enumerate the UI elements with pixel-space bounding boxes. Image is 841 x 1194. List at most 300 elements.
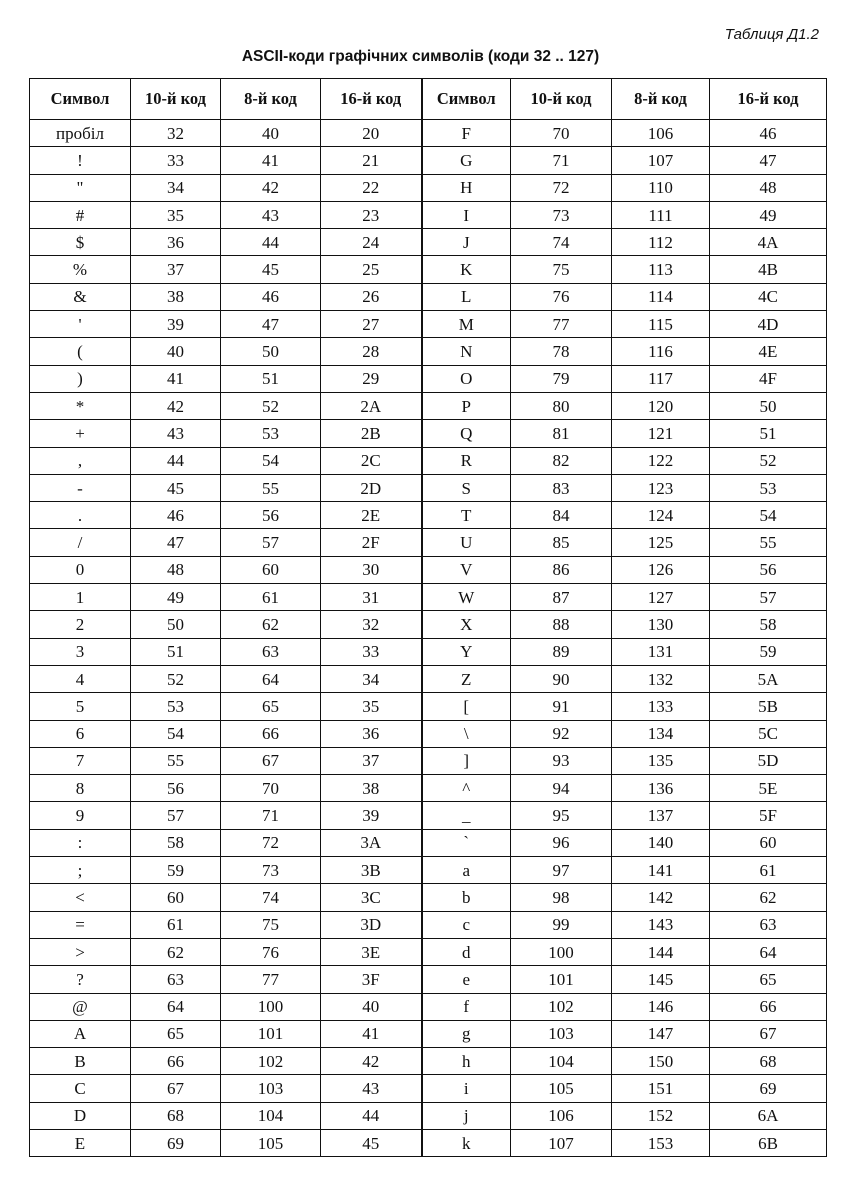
cell-dec-left: 44	[131, 447, 221, 474]
cell-dec-right: 80	[511, 392, 612, 419]
cell-oct-left: 102	[221, 1048, 321, 1075]
cell-hex-left: 3C	[321, 884, 422, 911]
cell-dec-left: 61	[131, 911, 221, 938]
cell-symbol-right: f	[422, 993, 511, 1020]
cell-hex-right: 61	[710, 857, 827, 884]
cell-oct-right: 110	[612, 174, 710, 201]
cell-symbol-left: =	[30, 911, 131, 938]
cell-oct-right: 133	[612, 693, 710, 720]
cell-symbol-right: e	[422, 966, 511, 993]
cell-symbol-left: пробіл	[30, 120, 131, 147]
cell-oct-left: 101	[221, 1020, 321, 1047]
cell-dec-left: 58	[131, 829, 221, 856]
cell-symbol-left: 6	[30, 720, 131, 747]
cell-symbol-right: M	[422, 311, 511, 338]
cell-hex-right: 4C	[710, 283, 827, 310]
cell-symbol-right: W	[422, 584, 511, 611]
cell-hex-left: 27	[321, 311, 422, 338]
cell-dec-right: 107	[511, 1129, 612, 1156]
cell-symbol-left: *	[30, 392, 131, 419]
cell-symbol-right: g	[422, 1020, 511, 1047]
table-row	[30, 884, 827, 911]
cell-symbol-left: 9	[30, 802, 131, 829]
cell-oct-left: 72	[221, 829, 321, 856]
cell-dec-right: 93	[511, 747, 612, 774]
table-row	[30, 1075, 827, 1102]
cell-oct-left: 104	[221, 1102, 321, 1129]
table-row	[30, 256, 827, 283]
cell-hex-right: 50	[710, 392, 827, 419]
table-row	[30, 747, 827, 774]
cell-oct-left: 73	[221, 857, 321, 884]
header-dec-right: 10-й код	[511, 79, 612, 120]
ascii-table	[29, 78, 827, 1157]
header-symbol-right: Символ	[422, 79, 511, 120]
cell-hex-left: 2C	[321, 447, 422, 474]
cell-hex-left: 34	[321, 665, 422, 692]
cell-symbol-right: H	[422, 174, 511, 201]
cell-oct-right: 121	[612, 420, 710, 447]
cell-dec-left: 46	[131, 502, 221, 529]
cell-dec-left: 47	[131, 529, 221, 556]
cell-hex-right: 4F	[710, 365, 827, 392]
cell-dec-left: 67	[131, 1075, 221, 1102]
cell-hex-right: 51	[710, 420, 827, 447]
cell-dec-right: 85	[511, 529, 612, 556]
cell-hex-left: 2F	[321, 529, 422, 556]
cell-hex-right: 5F	[710, 802, 827, 829]
cell-oct-left: 46	[221, 283, 321, 310]
cell-hex-right: 54	[710, 502, 827, 529]
cell-dec-right: 103	[511, 1020, 612, 1047]
cell-symbol-right: S	[422, 474, 511, 501]
cell-symbol-left: D	[30, 1102, 131, 1129]
cell-oct-right: 150	[612, 1048, 710, 1075]
cell-dec-left: 42	[131, 392, 221, 419]
cell-oct-left: 63	[221, 638, 321, 665]
cell-hex-right: 47	[710, 147, 827, 174]
cell-symbol-right: T	[422, 502, 511, 529]
cell-hex-left: 43	[321, 1075, 422, 1102]
cell-symbol-right: h	[422, 1048, 511, 1075]
cell-hex-left: 2A	[321, 392, 422, 419]
cell-oct-right: 126	[612, 556, 710, 583]
cell-dec-left: 39	[131, 311, 221, 338]
cell-symbol-left: 3	[30, 638, 131, 665]
table-row	[30, 120, 827, 147]
cell-hex-right: 4A	[710, 229, 827, 256]
cell-oct-right: 124	[612, 502, 710, 529]
cell-oct-right: 144	[612, 938, 710, 965]
cell-oct-left: 40	[221, 120, 321, 147]
table-row	[30, 174, 827, 201]
table-row	[30, 392, 827, 419]
cell-dec-left: 34	[131, 174, 221, 201]
cell-oct-right: 142	[612, 884, 710, 911]
cell-symbol-right: k	[422, 1129, 511, 1156]
cell-oct-right: 152	[612, 1102, 710, 1129]
cell-oct-left: 43	[221, 201, 321, 228]
cell-symbol-left: ?	[30, 966, 131, 993]
cell-symbol-left: 1	[30, 584, 131, 611]
cell-oct-left: 47	[221, 311, 321, 338]
table-row	[30, 638, 827, 665]
cell-oct-right: 146	[612, 993, 710, 1020]
cell-oct-left: 50	[221, 338, 321, 365]
table-row	[30, 802, 827, 829]
cell-hex-right: 5B	[710, 693, 827, 720]
cell-oct-right: 140	[612, 829, 710, 856]
cell-hex-left: 36	[321, 720, 422, 747]
cell-dec-right: 87	[511, 584, 612, 611]
cell-oct-left: 65	[221, 693, 321, 720]
cell-dec-left: 55	[131, 747, 221, 774]
cell-symbol-right: I	[422, 201, 511, 228]
cell-hex-right: 5C	[710, 720, 827, 747]
cell-symbol-left: B	[30, 1048, 131, 1075]
table-caption: Таблиця Д1.2	[724, 26, 819, 43]
cell-oct-right: 123	[612, 474, 710, 501]
cell-symbol-right: N	[422, 338, 511, 365]
table-row	[30, 775, 827, 802]
cell-oct-right: 114	[612, 283, 710, 310]
cell-symbol-left: /	[30, 529, 131, 556]
cell-hex-right: 60	[710, 829, 827, 856]
cell-hex-right: 4D	[710, 311, 827, 338]
cell-oct-right: 122	[612, 447, 710, 474]
cell-oct-right: 125	[612, 529, 710, 556]
cell-hex-left: 33	[321, 638, 422, 665]
cell-symbol-right: [	[422, 693, 511, 720]
cell-hex-right: 55	[710, 529, 827, 556]
cell-oct-right: 116	[612, 338, 710, 365]
cell-symbol-right: F	[422, 120, 511, 147]
cell-oct-left: 64	[221, 665, 321, 692]
cell-hex-left: 38	[321, 775, 422, 802]
cell-hex-left: 21	[321, 147, 422, 174]
header-symbol-left: Символ	[30, 79, 131, 120]
cell-oct-right: 153	[612, 1129, 710, 1156]
cell-dec-left: 41	[131, 365, 221, 392]
cell-dec-left: 60	[131, 884, 221, 911]
cell-symbol-right: `	[422, 829, 511, 856]
cell-oct-left: 66	[221, 720, 321, 747]
cell-hex-left: 40	[321, 993, 422, 1020]
cell-oct-left: 105	[221, 1129, 321, 1156]
cell-symbol-right: L	[422, 283, 511, 310]
cell-symbol-right: _	[422, 802, 511, 829]
cell-dec-right: 106	[511, 1102, 612, 1129]
cell-symbol-left: (	[30, 338, 131, 365]
cell-oct-left: 45	[221, 256, 321, 283]
cell-hex-right: 62	[710, 884, 827, 911]
cell-oct-right: 117	[612, 365, 710, 392]
cell-dec-right: 82	[511, 447, 612, 474]
cell-hex-right: 6B	[710, 1129, 827, 1156]
table-row	[30, 720, 827, 747]
cell-symbol-left: 2	[30, 611, 131, 638]
cell-hex-left: 28	[321, 338, 422, 365]
cell-oct-left: 67	[221, 747, 321, 774]
cell-dec-left: 38	[131, 283, 221, 310]
cell-hex-left: 30	[321, 556, 422, 583]
cell-dec-right: 83	[511, 474, 612, 501]
cell-hex-left: 39	[321, 802, 422, 829]
cell-symbol-right: c	[422, 911, 511, 938]
cell-hex-right: 64	[710, 938, 827, 965]
cell-hex-left: 31	[321, 584, 422, 611]
cell-hex-left: 22	[321, 174, 422, 201]
cell-symbol-left: +	[30, 420, 131, 447]
cell-oct-right: 147	[612, 1020, 710, 1047]
cell-dec-left: 36	[131, 229, 221, 256]
cell-symbol-left: 8	[30, 775, 131, 802]
table-row	[30, 338, 827, 365]
cell-hex-right: 49	[710, 201, 827, 228]
cell-hex-right: 52	[710, 447, 827, 474]
cell-oct-left: 75	[221, 911, 321, 938]
cell-dec-right: 97	[511, 857, 612, 884]
table-row	[30, 693, 827, 720]
cell-oct-left: 103	[221, 1075, 321, 1102]
cell-dec-right: 100	[511, 938, 612, 965]
cell-oct-right: 115	[612, 311, 710, 338]
cell-dec-right: 91	[511, 693, 612, 720]
cell-hex-left: 24	[321, 229, 422, 256]
cell-dec-right: 105	[511, 1075, 612, 1102]
cell-oct-right: 106	[612, 120, 710, 147]
table-row	[30, 993, 827, 1020]
table-row	[30, 556, 827, 583]
cell-symbol-left: <	[30, 884, 131, 911]
cell-dec-right: 78	[511, 338, 612, 365]
table-row	[30, 229, 827, 256]
cell-symbol-left: '	[30, 311, 131, 338]
cell-symbol-right: d	[422, 938, 511, 965]
cell-symbol-left: 7	[30, 747, 131, 774]
cell-dec-right: 95	[511, 802, 612, 829]
table-row	[30, 857, 827, 884]
cell-oct-right: 132	[612, 665, 710, 692]
table-row	[30, 283, 827, 310]
cell-dec-right: 89	[511, 638, 612, 665]
cell-oct-right: 130	[612, 611, 710, 638]
cell-dec-right: 74	[511, 229, 612, 256]
table-row	[30, 529, 827, 556]
cell-symbol-left: -	[30, 474, 131, 501]
cell-dec-left: 33	[131, 147, 221, 174]
cell-oct-left: 41	[221, 147, 321, 174]
cell-symbol-right: Y	[422, 638, 511, 665]
cell-hex-right: 63	[710, 911, 827, 938]
table-row	[30, 147, 827, 174]
cell-symbol-left: &	[30, 283, 131, 310]
cell-symbol-right: X	[422, 611, 511, 638]
header-dec-left: 10-й код	[131, 79, 221, 120]
cell-oct-left: 55	[221, 474, 321, 501]
header-hex-right: 16-й код	[710, 79, 827, 120]
cell-hex-left: 23	[321, 201, 422, 228]
cell-hex-left: 42	[321, 1048, 422, 1075]
cell-dec-left: 66	[131, 1048, 221, 1075]
cell-hex-left: 3D	[321, 911, 422, 938]
cell-hex-left: 41	[321, 1020, 422, 1047]
cell-hex-right: 46	[710, 120, 827, 147]
table-row	[30, 1048, 827, 1075]
header-row	[30, 79, 827, 120]
table-row	[30, 665, 827, 692]
cell-dec-right: 75	[511, 256, 612, 283]
cell-hex-left: 45	[321, 1129, 422, 1156]
cell-dec-right: 71	[511, 147, 612, 174]
cell-symbol-left: 0	[30, 556, 131, 583]
cell-hex-left: 25	[321, 256, 422, 283]
cell-oct-left: 77	[221, 966, 321, 993]
table-row	[30, 611, 827, 638]
cell-hex-right: 48	[710, 174, 827, 201]
cell-symbol-left: "	[30, 174, 131, 201]
cell-symbol-right: i	[422, 1075, 511, 1102]
table-row	[30, 311, 827, 338]
cell-hex-left: 2B	[321, 420, 422, 447]
cell-dec-right: 72	[511, 174, 612, 201]
table-row	[30, 447, 827, 474]
cell-dec-left: 65	[131, 1020, 221, 1047]
cell-symbol-right: Z	[422, 665, 511, 692]
cell-symbol-right: R	[422, 447, 511, 474]
cell-symbol-left: .	[30, 502, 131, 529]
cell-oct-left: 71	[221, 802, 321, 829]
table-row	[30, 938, 827, 965]
cell-dec-left: 37	[131, 256, 221, 283]
cell-symbol-right: P	[422, 392, 511, 419]
cell-symbol-right: K	[422, 256, 511, 283]
cell-symbol-right: J	[422, 229, 511, 256]
cell-symbol-right: j	[422, 1102, 511, 1129]
cell-oct-right: 151	[612, 1075, 710, 1102]
cell-symbol-left: >	[30, 938, 131, 965]
cell-dec-left: 43	[131, 420, 221, 447]
cell-dec-right: 102	[511, 993, 612, 1020]
cell-hex-left: 3E	[321, 938, 422, 965]
cell-dec-left: 50	[131, 611, 221, 638]
cell-oct-left: 62	[221, 611, 321, 638]
table-row	[30, 1129, 827, 1156]
cell-symbol-left: !	[30, 147, 131, 174]
table-row	[30, 911, 827, 938]
cell-hex-right: 56	[710, 556, 827, 583]
cell-dec-right: 101	[511, 966, 612, 993]
cell-oct-left: 57	[221, 529, 321, 556]
cell-symbol-right: G	[422, 147, 511, 174]
cell-symbol-left: ,	[30, 447, 131, 474]
cell-hex-left: 20	[321, 120, 422, 147]
cell-dec-right: 79	[511, 365, 612, 392]
cell-oct-right: 131	[612, 638, 710, 665]
cell-dec-left: 63	[131, 966, 221, 993]
cell-symbol-left: E	[30, 1129, 131, 1156]
table-row	[30, 966, 827, 993]
cell-oct-right: 143	[612, 911, 710, 938]
cell-symbol-right: Q	[422, 420, 511, 447]
cell-hex-left: 44	[321, 1102, 422, 1129]
cell-dec-right: 94	[511, 775, 612, 802]
cell-hex-left: 2E	[321, 502, 422, 529]
cell-oct-right: 137	[612, 802, 710, 829]
cell-hex-left: 32	[321, 611, 422, 638]
cell-dec-right: 77	[511, 311, 612, 338]
cell-oct-right: 141	[612, 857, 710, 884]
cell-oct-left: 42	[221, 174, 321, 201]
cell-oct-left: 74	[221, 884, 321, 911]
cell-hex-left: 29	[321, 365, 422, 392]
cell-hex-right: 4E	[710, 338, 827, 365]
table-row	[30, 1020, 827, 1047]
cell-oct-left: 53	[221, 420, 321, 447]
page-title: ASCII-коди графічних символів (коди 32 .. 127)	[241, 48, 600, 65]
cell-hex-right: 5D	[710, 747, 827, 774]
cell-dec-left: 32	[131, 120, 221, 147]
cell-oct-right: 107	[612, 147, 710, 174]
cell-dec-left: 56	[131, 775, 221, 802]
header-hex-left: 16-й код	[321, 79, 422, 120]
cell-dec-left: 62	[131, 938, 221, 965]
cell-dec-left: 52	[131, 665, 221, 692]
cell-symbol-right: U	[422, 529, 511, 556]
cell-hex-right: 58	[710, 611, 827, 638]
cell-dec-right: 92	[511, 720, 612, 747]
table-row	[30, 1102, 827, 1129]
cell-oct-left: 51	[221, 365, 321, 392]
cell-dec-right: 81	[511, 420, 612, 447]
cell-oct-left: 76	[221, 938, 321, 965]
cell-hex-right: 57	[710, 584, 827, 611]
cell-dec-left: 64	[131, 993, 221, 1020]
cell-symbol-left: 5	[30, 693, 131, 720]
cell-dec-right: 104	[511, 1048, 612, 1075]
table-row	[30, 584, 827, 611]
cell-symbol-right: b	[422, 884, 511, 911]
cell-dec-left: 59	[131, 857, 221, 884]
cell-oct-left: 56	[221, 502, 321, 529]
cell-dec-left: 53	[131, 693, 221, 720]
cell-dec-left: 35	[131, 201, 221, 228]
cell-symbol-right: \	[422, 720, 511, 747]
cell-dec-right: 96	[511, 829, 612, 856]
cell-dec-left: 40	[131, 338, 221, 365]
cell-dec-right: 70	[511, 120, 612, 147]
cell-dec-right: 98	[511, 884, 612, 911]
cell-oct-right: 134	[612, 720, 710, 747]
cell-oct-left: 100	[221, 993, 321, 1020]
cell-symbol-right: a	[422, 857, 511, 884]
cell-hex-left: 2D	[321, 474, 422, 501]
cell-hex-left: 35	[321, 693, 422, 720]
cell-dec-right: 88	[511, 611, 612, 638]
cell-symbol-left: 4	[30, 665, 131, 692]
cell-oct-left: 60	[221, 556, 321, 583]
cell-hex-right: 6A	[710, 1102, 827, 1129]
cell-dec-right: 76	[511, 283, 612, 310]
table-row	[30, 365, 827, 392]
cell-oct-right: 111	[612, 201, 710, 228]
cell-oct-right: 127	[612, 584, 710, 611]
cell-dec-left: 48	[131, 556, 221, 583]
cell-symbol-left: A	[30, 1020, 131, 1047]
cell-dec-left: 49	[131, 584, 221, 611]
table-row	[30, 420, 827, 447]
cell-dec-right: 90	[511, 665, 612, 692]
